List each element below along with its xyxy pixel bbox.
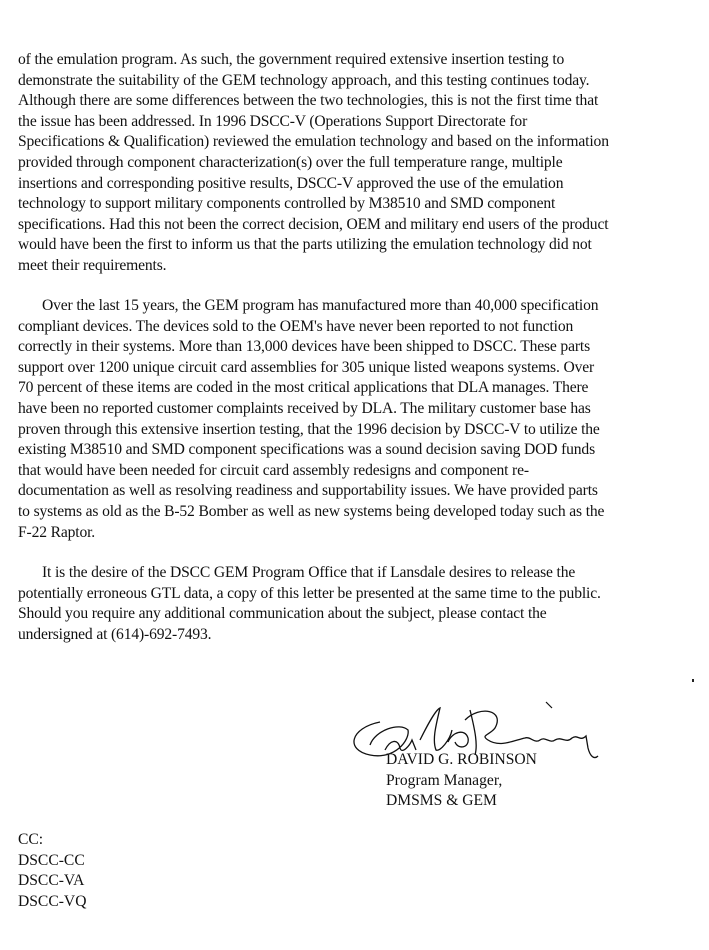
text-line: Although there are some differences between the two technologies, this is not the first time that xyxy=(18,92,599,110)
text-line: Specifications & Qualification) reviewed the emulation technology and based on the information xyxy=(18,133,609,151)
text-line: the issue has been addressed. In 1996 DSCC-V (Operations Support Directorate for xyxy=(18,112,528,130)
paragraph-release-request xyxy=(18,563,708,645)
text-line: specifications. Had this not been the correct decision, OEM and military end users of the product xyxy=(18,215,609,233)
text-line: Should you require any additional communication about the subject, please contact the xyxy=(18,605,547,623)
signature-block xyxy=(386,750,537,812)
text-line: would have been the first to inform us that the parts utilizing the emulation technology did not xyxy=(18,236,592,254)
text-line: insertions and corresponding positive results, DSCC-V approved the use of the emulation xyxy=(18,174,564,192)
text-line: have been no reported customer complaints received by DLA. The military customer base has xyxy=(18,399,591,417)
text-line: demonstrate the suitability of the GEM technology approach, and this testing continues today. xyxy=(18,71,590,89)
text-line: support over 1200 unique circuit card assemblies for 305 unique listed weapons systems. Over xyxy=(18,358,595,376)
signer-title: Program Manager, xyxy=(386,771,503,789)
signer-office: DMSMS & GEM xyxy=(386,792,497,810)
text-line: that would have been needed for circuit card assembly redesigns and component re- xyxy=(18,461,529,479)
text-line: of the emulation program. As such, the government required extensive insertion testing to xyxy=(18,51,565,68)
signature-stroke xyxy=(354,708,452,756)
cc-recipient: DSCC-CC xyxy=(18,851,85,869)
cc-recipient: DSCC-VA xyxy=(18,872,85,890)
signature-stroke xyxy=(546,702,552,708)
text-line: correctly in their systems. More than 13,000 devices have been shipped to DSCC. These parts xyxy=(18,338,590,356)
signer-name: DAVID G. ROBINSON xyxy=(386,751,537,768)
paragraph-emulation-history xyxy=(18,50,708,277)
text-line: provided through component characterization(s) over the full temperature range, multiple xyxy=(18,153,563,171)
text-line: undersigned at (614)-692-7493. xyxy=(18,625,212,643)
text-line: 70 percent of these items are coded in the most critical applications that DLA manages. There xyxy=(18,379,589,397)
text-line: to systems as old as the B-52 Bomber as well as new systems being developed today such as the xyxy=(18,502,605,520)
text-line: documentation as well as resolving readiness and supportability issues. We have provided parts xyxy=(18,482,598,500)
text-line: technology to support military components controlled by M38510 and SMD component xyxy=(18,195,556,213)
cc-list xyxy=(18,830,86,912)
text-line: Over the last 15 years, the GEM program has manufactured more than 40,000 specification xyxy=(42,297,599,314)
text-line: potentially erroneous GTL data, a copy of this letter be presented at the same time to the public. xyxy=(18,584,601,602)
text-line: proven through this extensive insertion testing, that the 1996 decision by DSCC-V to utilize the xyxy=(18,420,600,438)
text-line: F-22 Raptor. xyxy=(18,523,96,541)
text-line: existing M38510 and SMD component specifications was a sound decision saving DOD funds xyxy=(18,441,595,459)
text-line: compliant devices. The devices sold to the OEM's have never been reported to not function xyxy=(18,317,574,335)
text-line: meet their requirements. xyxy=(18,256,167,274)
cc-recipient: DSCC-VQ xyxy=(18,892,87,910)
scan-speck xyxy=(692,679,694,682)
text-line: It is the desire of the DSCC GEM Program Office that if Lansdale desires to release the xyxy=(42,564,576,581)
cc-label: CC: xyxy=(18,831,44,848)
paragraph-program-results xyxy=(18,296,708,543)
